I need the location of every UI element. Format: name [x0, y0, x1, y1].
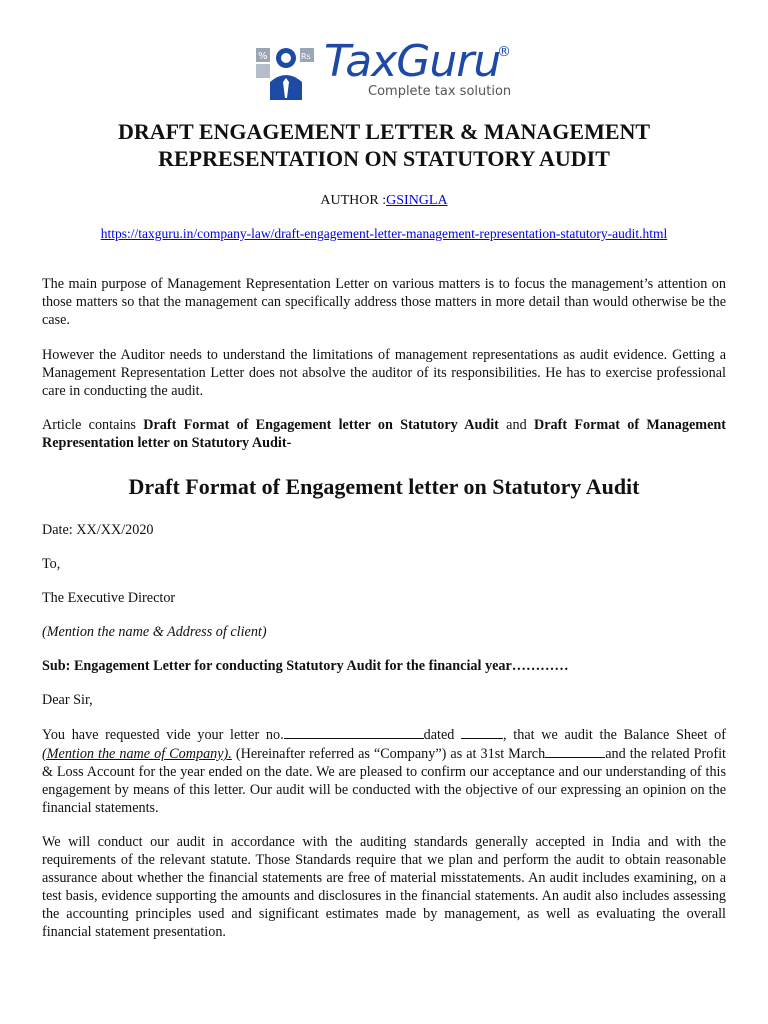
registered-mark: ® — [497, 44, 511, 60]
title-line-2: REPRESENTATION ON STATUTORY AUDIT — [158, 146, 610, 171]
intro-p3-representation-title: Draft Format of Management Representation letter on Statutory Audit- — [42, 417, 726, 451]
page-title — [40, 118, 728, 172]
article-url — [0, 226, 768, 242]
letter-number-blank — [284, 725, 424, 739]
article-url-link[interactable]: https://taxguru.in/company-law/draft-engagement-letter-management-representation-statutory-audit.html — [100, 226, 668, 241]
letter-subject: Sub: Engagement Letter for conducting Statutory Audit for the financial year………… — [42, 658, 569, 674]
taxguru-logo-icon — [256, 42, 318, 100]
author-line — [0, 193, 768, 209]
intro-p3-text: Article contains — [42, 417, 144, 433]
letter-salutation: Dear Sir, — [42, 692, 93, 708]
body1-text-c: , that we audit the Balance Sheet of — [503, 727, 726, 743]
letter-body-paragraph-1 — [42, 725, 726, 817]
taxguru-logo — [256, 36, 516, 102]
logo-brand-text: TaxGuru — [324, 36, 501, 87]
intro-paragraph-1: The main purpose of Management Representation Letter on various matters is to focus the management’s attention on those matters so that the management can specifically address those matters in more detail than would otherwise be the case. — [42, 276, 726, 328]
svg-text:%: % — [258, 51, 268, 62]
letter-date-blank — [461, 725, 503, 739]
letter-body-paragraph-2: We will conduct our audit in accordance with the auditing standards generally accepted in India and with the requirements of the relevant statute. Those Standards require that we plan and perform the audit to obtain reasonable assurance about whether the financial statements are free of material misstatements. An audit includes examining, on a test basis, evidence supporting the amounts and disclosures in the financial statements. An audit also includes assessing the accounting principles used and significant estimates made by management, as well as evaluating the overall financial statement presentation. — [42, 834, 726, 940]
logo-tagline: Complete tax solution — [368, 84, 512, 99]
title-line-1: DRAFT ENGAGEMENT LETTER & MANAGEMENT — [117, 119, 651, 144]
letter-date: Date: XX/XX/2020 — [42, 522, 154, 538]
engagement-letter-heading: Draft Format of Engagement letter on Statutory Audit — [128, 474, 640, 499]
letter-recipient: The Executive Director — [42, 590, 176, 606]
intro-p3-engagement-title: Draft Format of Engagement letter on Statutory Audit — [143, 417, 499, 433]
body1-text-e: (Hereinafter referred as “Company”) as at 31st March — [231, 746, 546, 762]
letter-to: To, — [42, 556, 61, 572]
company-name-placeholder: (Mention the name of Company). — [42, 746, 232, 762]
intro-p3-and: and — [498, 417, 534, 433]
intro-paragraph-3 — [42, 416, 726, 452]
svg-text:Rs: Rs — [301, 52, 311, 61]
body1-text-a: You have requested vide your letter no. — [42, 727, 284, 743]
year-blank — [545, 744, 605, 758]
body1-text-b: dated — [423, 727, 462, 743]
author-link[interactable]: GSINGLA — [386, 193, 448, 208]
author-label: AUTHOR : — [320, 193, 387, 208]
intro-paragraph-2: However the Auditor needs to understand the limitations of management representations as audit evidence. Getting a Management Representation Letter does not absolve the auditor of its responsibilities. He has to exercise professional care in conducting the audit. — [42, 347, 726, 399]
client-note: (Mention the name & Address of client) — [42, 624, 267, 640]
body1-text-f: and the related Profit & Loss Account for the year ended on the date. We are pleased to confirm our acceptance and our understanding of this engagement by means of this letter. Our audit will be conducted with the objective of our expressing an opinion on the financial statements. — [42, 746, 726, 816]
